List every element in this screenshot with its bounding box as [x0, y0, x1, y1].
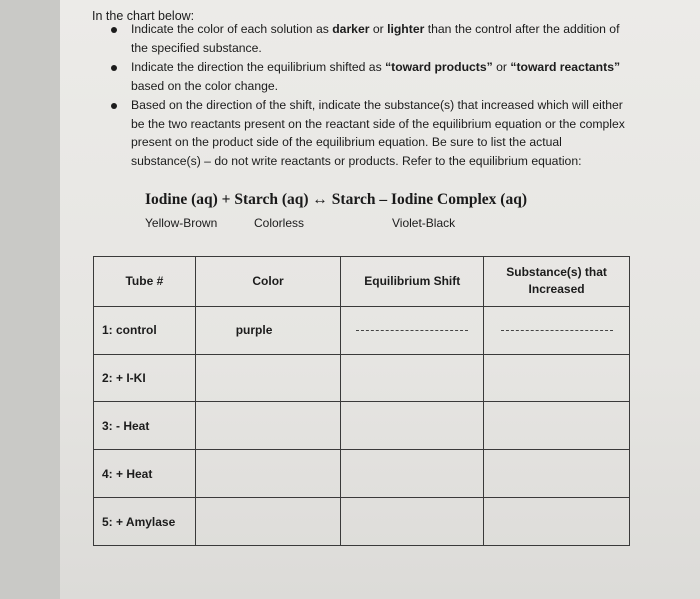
shift-cell[interactable] [341, 354, 484, 402]
bullet-icon [111, 65, 117, 71]
table-row [94, 402, 630, 450]
table-header-row [94, 257, 630, 307]
complex-color-label: Violet-Black [392, 216, 456, 230]
shift-cell[interactable] [341, 498, 484, 546]
tube-cell: 2: + I-KI [94, 354, 196, 402]
header-substance: Substance(s) that Increased [484, 257, 630, 307]
color-cell[interactable] [195, 402, 341, 450]
color-cell[interactable] [195, 498, 341, 546]
table-row [94, 354, 630, 402]
substance-cell[interactable] [484, 402, 630, 450]
blank-dashes [356, 330, 468, 331]
tube-cell: 4: + Heat [94, 450, 196, 498]
blank-dashes [501, 330, 613, 331]
iodine-color-label: Yellow-Brown [145, 216, 218, 230]
tube-cell: 1: control [94, 306, 196, 354]
color-cell[interactable] [195, 354, 341, 402]
substance-cell[interactable] [484, 450, 630, 498]
color-cell[interactable]: purple [195, 306, 341, 354]
shift-cell[interactable] [341, 402, 484, 450]
header-equilibrium-shift: Equilibrium Shift [341, 257, 484, 307]
bullet-icon [111, 103, 117, 109]
substance-cell[interactable] [484, 306, 630, 354]
substance-cell[interactable] [484, 354, 630, 402]
table-row [94, 498, 630, 546]
shift-cell[interactable] [341, 306, 484, 354]
header-color: Color [195, 257, 341, 307]
table-row [94, 450, 630, 498]
tube-cell: 3: - Heat [94, 402, 196, 450]
results-table [93, 256, 630, 546]
shift-cell[interactable] [341, 450, 484, 498]
substance-cell[interactable] [484, 498, 630, 546]
header-tube: Tube # [94, 257, 196, 307]
intro-text: In the chart below: [92, 9, 195, 23]
equilibrium-equation: Iodine (aq) + Starch (aq) ↔ Starch – Iodine Complex (aq) [145, 191, 528, 208]
instruction-item-substance: Based on the direction of the shift, indicate the substance(s) that increased which will either be the two reactants present on the reactant side of the equilibrium equation or the complex present on the product side of the equilibrium equation. Be sure to list the actual substance(s) – do not write reactants or products. Refer to the equilibrium equation: [110, 96, 630, 170]
table-row [94, 306, 630, 354]
color-cell[interactable] [195, 450, 341, 498]
instruction-item-shift: Indicate the direction the equilibrium shifted as “toward products” or “toward reactants” based on the color change. [110, 58, 630, 95]
starch-color-label: Colorless [254, 216, 305, 230]
instruction-item-color: Indicate the color of each solution as darker or lighter than the control after the addition of the specified substance. [110, 20, 630, 57]
instruction-list [110, 20, 630, 171]
bullet-icon [111, 27, 117, 33]
tube-cell: 5: + Amylase [94, 498, 196, 546]
